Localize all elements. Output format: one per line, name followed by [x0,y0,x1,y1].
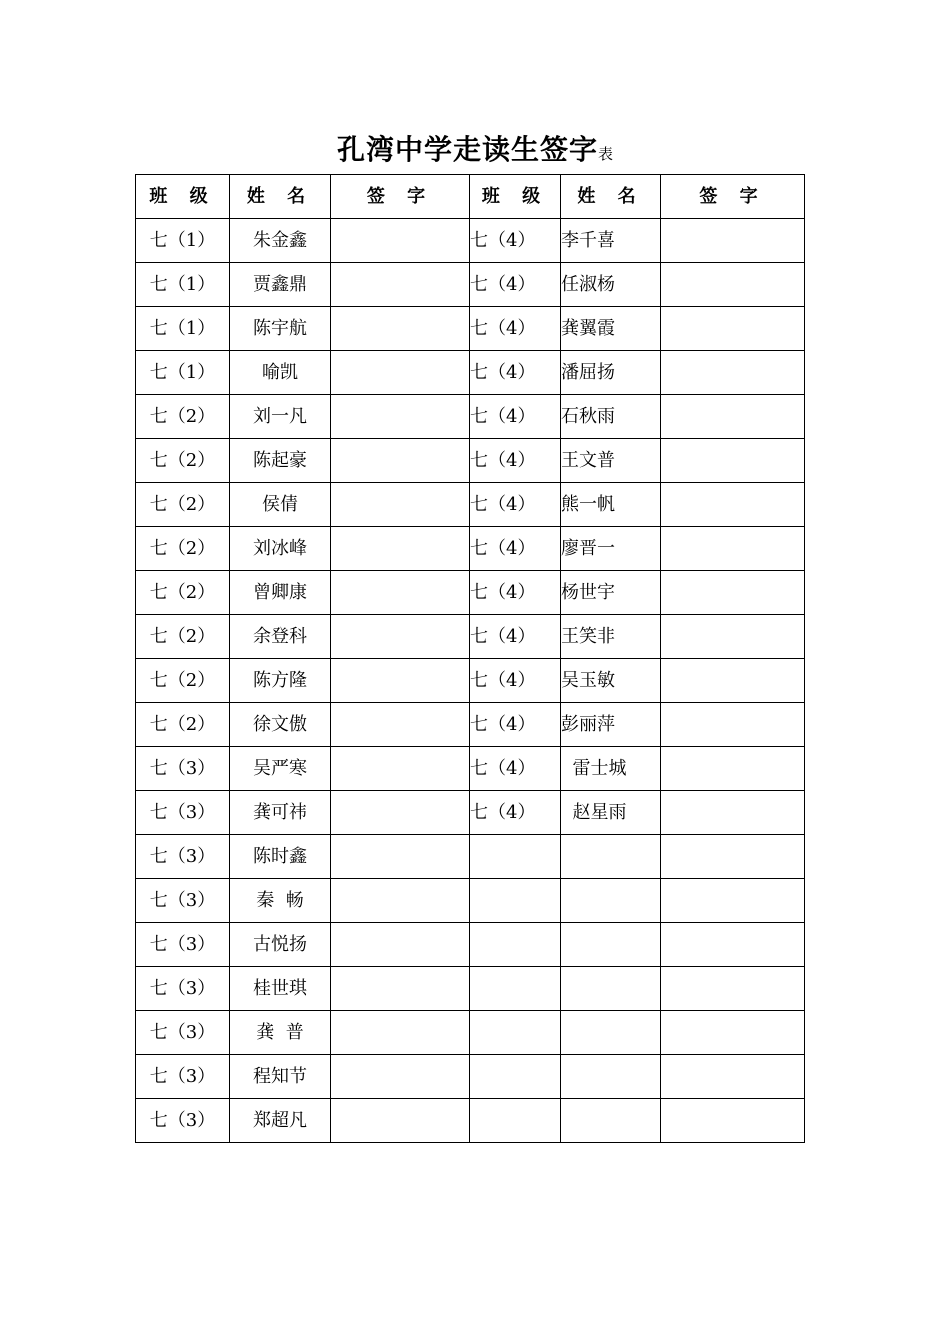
left-class-cell: 七（3） [136,967,230,1011]
right-signature-cell[interactable] [661,615,805,659]
right-class-cell: 七（4） [470,615,561,659]
table-row [136,1055,805,1099]
left-name-cell: 喻凯 [230,351,331,395]
table-row [136,615,805,659]
right-class-cell: 七（4） [470,395,561,439]
right-signature-cell[interactable] [661,835,805,879]
left-signature-cell[interactable] [331,615,470,659]
left-class-cell: 七（1） [136,219,230,263]
left-class-cell: 七（2） [136,527,230,571]
left-name-cell: 古悦扬 [230,923,331,967]
left-name-cell: 曾卿康 [230,571,331,615]
table-row [136,835,805,879]
table-header-row [136,175,805,219]
left-name-cell: 陈方隆 [230,659,331,703]
left-class-cell: 七（2） [136,439,230,483]
left-class-cell: 七（2） [136,615,230,659]
right-class-cell: 七（4） [470,791,561,835]
right-class-cell: 七（4） [470,571,561,615]
left-name-cell: 侯倩 [230,483,331,527]
left-name-cell: 刘一凡 [230,395,331,439]
header-class-right: 班 级 [470,175,561,219]
table-row [136,307,805,351]
right-class-cell [470,1011,561,1055]
left-signature-cell[interactable] [331,1099,470,1143]
right-class-cell: 七（4） [470,527,561,571]
header-class-left: 班 级 [136,175,230,219]
left-name-cell: 陈宇航 [230,307,331,351]
left-class-cell: 七（3） [136,923,230,967]
left-signature-cell[interactable] [331,571,470,615]
sign-in-table [135,174,805,1143]
right-signature-cell[interactable] [661,263,805,307]
right-name-cell: 任淑杨 [561,263,661,307]
table-row [136,791,805,835]
right-class-cell: 七（4） [470,263,561,307]
right-signature-cell[interactable] [661,1055,805,1099]
left-signature-cell[interactable] [331,879,470,923]
left-signature-cell[interactable] [331,923,470,967]
table-row [136,439,805,483]
table-row [136,967,805,1011]
left-name-cell: 贾鑫鼎 [230,263,331,307]
right-class-cell: 七（4） [470,219,561,263]
left-name-cell: 程知节 [230,1055,331,1099]
left-class-cell: 七（2） [136,703,230,747]
right-name-cell: 龚翼霞 [561,307,661,351]
right-class-cell [470,967,561,1011]
right-class-cell: 七（4） [470,703,561,747]
left-signature-cell[interactable] [331,835,470,879]
left-name-cell: 陈时鑫 [230,835,331,879]
left-name-cell: 朱金鑫 [230,219,331,263]
header-name-right: 姓 名 [561,175,661,219]
left-name-cell: 吴严寒 [230,747,331,791]
left-class-cell: 七（2） [136,571,230,615]
right-name-cell: 王笑非 [561,615,661,659]
right-name-cell [561,835,661,879]
table-row [136,1011,805,1055]
right-signature-cell[interactable] [661,219,805,263]
left-signature-cell[interactable] [331,307,470,351]
right-signature-cell[interactable] [661,791,805,835]
right-class-cell [470,1055,561,1099]
right-name-cell: 赵星雨 [561,791,661,835]
left-class-cell: 七（3） [136,835,230,879]
title-main: 孔湾中学走读生签字 [336,133,598,166]
left-class-cell: 七（3） [136,1099,230,1143]
right-signature-cell[interactable] [661,879,805,923]
header-signature-left: 签 字 [331,175,470,219]
left-signature-cell[interactable] [331,703,470,747]
right-class-cell: 七（4） [470,659,561,703]
right-name-cell [561,1055,661,1099]
left-name-cell: 桂世琪 [230,967,331,1011]
right-signature-cell[interactable] [661,1099,805,1143]
table-row [136,263,805,307]
right-signature-cell[interactable] [661,571,805,615]
right-class-cell [470,923,561,967]
right-name-cell: 杨世宇 [561,571,661,615]
right-name-cell: 王文普 [561,439,661,483]
right-class-cell [470,835,561,879]
right-signature-cell[interactable] [661,351,805,395]
right-name-cell: 吴玉敏 [561,659,661,703]
table-row [136,923,805,967]
left-signature-cell[interactable] [331,747,470,791]
right-name-cell: 雷士城 [561,747,661,791]
right-signature-cell[interactable] [661,439,805,483]
left-name-cell: 龚 普 [230,1011,331,1055]
table-row [136,703,805,747]
left-class-cell: 七（3） [136,879,230,923]
left-signature-cell[interactable] [331,439,470,483]
left-name-cell: 郑超凡 [230,1099,331,1143]
title-suffix: 表 [598,145,614,163]
table-row [136,571,805,615]
table-row [136,747,805,791]
right-name-cell [561,967,661,1011]
table-row [136,879,805,923]
left-name-cell: 余登科 [230,615,331,659]
right-signature-cell[interactable] [661,659,805,703]
right-class-cell: 七（4） [470,439,561,483]
left-signature-cell[interactable] [331,1055,470,1099]
left-name-cell: 徐文傲 [230,703,331,747]
right-name-cell [561,879,661,923]
right-signature-cell[interactable] [661,307,805,351]
left-class-cell: 七（3） [136,791,230,835]
right-name-cell: 李千喜 [561,219,661,263]
left-signature-cell[interactable] [331,351,470,395]
right-signature-cell[interactable] [661,395,805,439]
right-class-cell: 七（4） [470,307,561,351]
table-row [136,1099,805,1143]
table-row [136,659,805,703]
right-class-cell [470,1099,561,1143]
right-class-cell: 七（4） [470,747,561,791]
left-class-cell: 七（1） [136,307,230,351]
table-row [136,395,805,439]
table-body [136,219,805,1143]
left-class-cell: 七（2） [136,659,230,703]
right-name-cell: 彭丽萍 [561,703,661,747]
left-signature-cell[interactable] [331,219,470,263]
left-name-cell: 刘冰峰 [230,527,331,571]
right-signature-cell[interactable] [661,967,805,1011]
right-signature-cell[interactable] [661,527,805,571]
left-class-cell: 七（1） [136,263,230,307]
left-name-cell: 秦 畅 [230,879,331,923]
page-title [0,128,950,176]
table-row [136,483,805,527]
left-class-cell: 七（2） [136,395,230,439]
right-name-cell: 廖晋一 [561,527,661,571]
left-class-cell: 七（3） [136,1055,230,1099]
right-name-cell [561,1011,661,1055]
left-class-cell: 七（2） [136,483,230,527]
right-signature-cell[interactable] [661,483,805,527]
table-row [136,527,805,571]
left-name-cell: 陈起豪 [230,439,331,483]
right-class-cell: 七（4） [470,351,561,395]
left-signature-cell[interactable] [331,791,470,835]
right-class-cell [470,879,561,923]
left-signature-cell[interactable] [331,483,470,527]
right-class-cell: 七（4） [470,483,561,527]
right-name-cell [561,923,661,967]
left-signature-cell[interactable] [331,263,470,307]
right-name-cell [561,1099,661,1143]
right-signature-cell[interactable] [661,923,805,967]
left-name-cell: 龚可祎 [230,791,331,835]
table-row [136,351,805,395]
right-name-cell: 石秋雨 [561,395,661,439]
right-signature-cell[interactable] [661,1011,805,1055]
left-signature-cell[interactable] [331,1011,470,1055]
left-signature-cell[interactable] [331,395,470,439]
left-class-cell: 七（3） [136,1011,230,1055]
right-name-cell: 熊一帆 [561,483,661,527]
left-signature-cell[interactable] [331,659,470,703]
left-class-cell: 七（3） [136,747,230,791]
right-signature-cell[interactable] [661,703,805,747]
left-class-cell: 七（1） [136,351,230,395]
left-signature-cell[interactable] [331,967,470,1011]
table-row [136,219,805,263]
header-name-left: 姓 名 [230,175,331,219]
right-name-cell: 潘屈扬 [561,351,661,395]
right-signature-cell[interactable] [661,747,805,791]
left-signature-cell[interactable] [331,527,470,571]
header-signature-right: 签 字 [661,175,805,219]
